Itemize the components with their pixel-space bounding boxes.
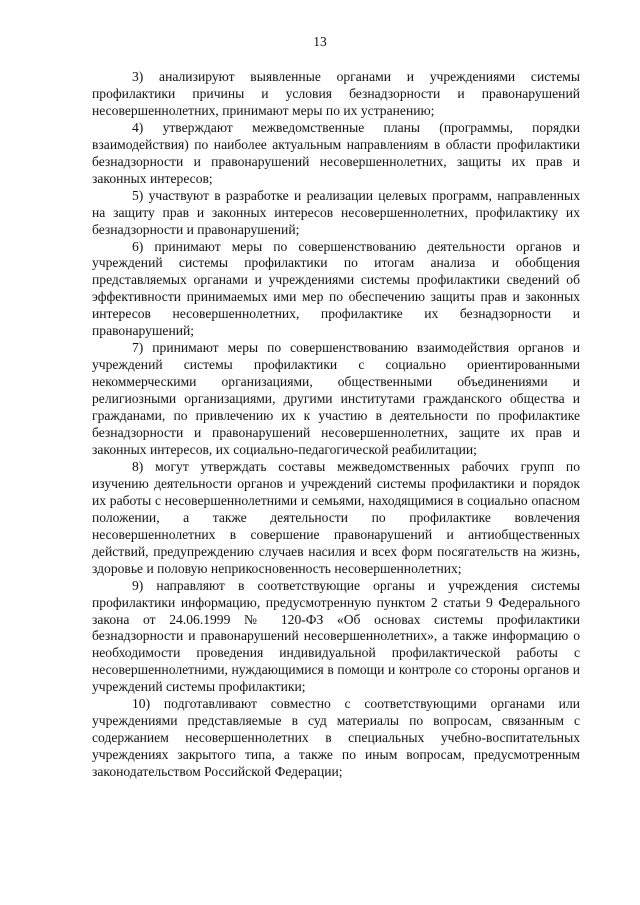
list-item-9: 9) направляют в соответствующие органы и учреждения системы профилактики информацию, предусмотренную пунктом 2 статьи 9 Федерального закона от 24.06.1999 № 120-ФЗ «Об основах системы профилактики безнадзорности и правонарушений несовершеннолетних», а также информацию о необходимости проведения индивидуальной профилактической работы с несовершеннолетними, нуждающимися в помощи и контроле со стороны органов и учреждений системы профилактики; xyxy=(92,577,580,695)
list-item-8: 8) могут утверждать составы межведомственных рабочих групп по изучению деятельности органов и учреждений системы профилактики и порядок их работы с несовершеннолетними и семьями, находящимися в социально опасном положении, а также деятельности по профилактике вовлечения несовершеннолетних в совершение правонарушений и антиобщественных действий, предупреждению случаев насилия и всех форм посягательств на жизнь, здоровье и половую неприкосновенность несовершеннолетних; xyxy=(92,458,580,576)
list-item-4: 4) утверждают межведомственные планы (программы, порядки взаимодействия) по наиболее актуальным направлениям в области профилактики безнадзорности и правонарушений несовершеннолетних, защиты их прав и законных интересов; xyxy=(92,119,580,186)
document-body xyxy=(92,69,580,781)
list-item-5: 5) участвуют в разработке и реализации целевых программ, направленных на защиту прав и законных интересов несовершеннолетних, профилактику их безнадзорности и правонарушений; xyxy=(92,187,580,237)
list-item-10: 10) подготавливают совместно с соответствующими органами или учреждениями представляемые в суд материалы по вопросам, связанным с содержанием несовершеннолетних в специальных учебно-воспитательных учреждениях закрытого типа, а также по иным вопросам, предусмотренным законодательством Российской Федерации; xyxy=(92,696,580,780)
list-item-7: 7) принимают меры по совершенствованию взаимодействия органов и учреждений системы профилактики с социально ориентированными некоммерческими организациями, общественными объединениями и религиозными организациями, другими институтами гражданского общества и гражданами, по привлечению их к участию в деятельности по профилактике безнадзорности и правонарушений несовершеннолетних, защите их прав и законных интересов, их социально-педагогической реабилитации; xyxy=(92,340,580,457)
list-item-6: 6) принимают меры по совершенствованию деятельности органов и учреждений системы профилактики по итогам анализа и обобщения представляемых органами и учреждениями системы профилактики сведений об эффективности принимаемых ими мер по обеспечению защиты прав и законных интересов несовершеннолетних, профилактике их безнадзорности и правонарушений; xyxy=(92,238,580,339)
page-number: 13 xyxy=(313,34,327,49)
list-item-3: 3) анализируют выявленные органами и учреждениями системы профилактики причины и условия безнадзорности и правонарушений несовершеннолетних, принимают меры по их устранению; xyxy=(92,69,580,118)
